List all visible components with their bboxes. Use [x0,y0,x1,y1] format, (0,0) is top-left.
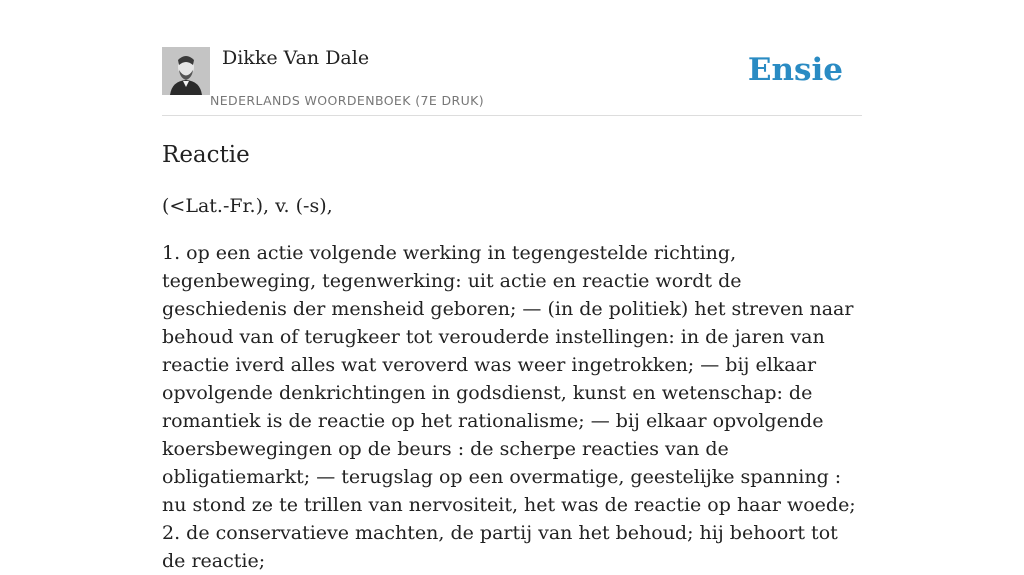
entry-definition [162,239,862,575]
page-container [162,0,862,572]
definition-sense: 1. op een actie volgende werking in tegengestelde richting, tegenbeweging, tegenwerking: uit actie en reactie wordt de geschiedenis der mensheid geboren; — (in de politiek) het streven naar behoud van of terugkeer tot verouderde instellingen: in de jaren van reactie iverd alles wat veroverd was weer ingetrokken; — bij elkaar opvolgende denkrichtingen in godsdienst, kunst en wetenschap: de romantiek is de reactie op het rationalisme; — bij elkaar opvolgende koersbewegingen op de beurs : de scherpe reacties van de obligatiemarkt; — terugslag op een overmatige, geestelijke spanning : nu stond ze te trillen van nervositeit, het was de reactie op haar woede; [162,242,856,516]
definition-sense: 2. de conservatieve machten, de partij van het behoud; hij behoort tot de reactie; [162,522,838,572]
ensie-logo-link[interactable]: Ensie [747,52,843,88]
author-name[interactable]: Dikke Van Dale [222,47,370,69]
entry-title: Reactie [162,142,250,168]
header [162,0,862,116]
author-avatar[interactable] [162,47,210,95]
entry-etymology: (<Lat.-Fr.), v. (-s), [162,195,333,217]
author-portrait-icon [162,47,210,95]
dictionary-source[interactable]: NEDERLANDS WOORDENBOEK (7E DRUK) [210,93,485,108]
